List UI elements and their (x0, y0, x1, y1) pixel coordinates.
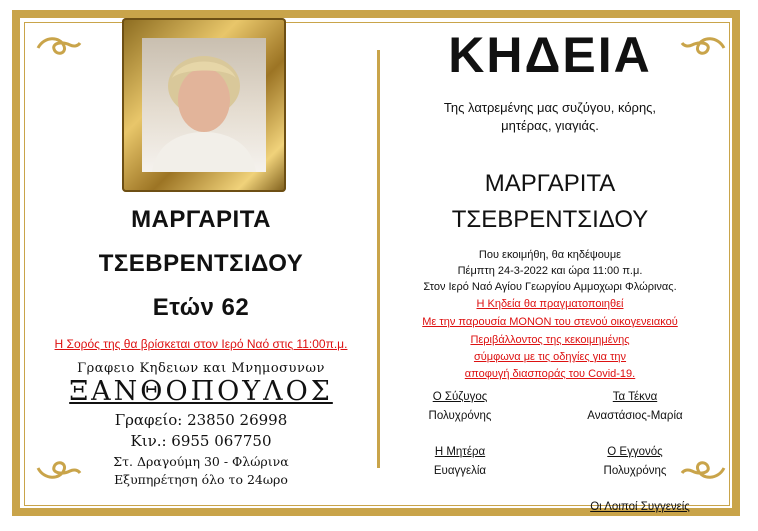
portrait-photo (142, 38, 266, 172)
funeral-date-time: Πέμπτη 24-3-2022 και ώρα 11:00 π.μ. (457, 265, 643, 277)
signature-mother-name: Ευαγγελία (433, 465, 487, 477)
intro-line-2: μητέρας, γιαγιάς. (501, 118, 599, 133)
deceased-last-name-right: ΤΣΕΒΡΕΝΤΣΙΔΟΥ (451, 206, 649, 233)
funeral-line-1: Που εκοιμήθη, θα κηδέψουμε (478, 249, 622, 261)
deceased-first-name: ΜΑΡΓΑΡΙΤΑ (131, 206, 271, 233)
business-title: Γραφειο Κηδειων και Μνημοσυνων (77, 361, 325, 376)
age: Ετών 62 (152, 294, 250, 321)
signature-spouse-title: Ο Σύζυγος (432, 391, 488, 403)
covid-notice-2: Με την παρουσία ΜΟΝΟΝ του στενού οικογενειακού (422, 316, 678, 328)
mobile-phone: Κιν.: 6955 067750 (130, 432, 272, 450)
funeral-location: Στον Ιερό Ναό Αγίου Γεωργίου Αμμοχωρι Φλώρινας. (423, 281, 677, 293)
wake-notice: Η Σορός της θα βρίσκεται στον Ιερό Ναό στις 11:00π.μ. (54, 337, 348, 351)
signature-grandson-title: Ο Εγγονός (607, 446, 663, 458)
announcement-title: ΚΗΔΕΙΑ (448, 27, 652, 83)
portrait-silhouette-icon (142, 38, 266, 172)
signature-spouse-name: Πολυχρόνης (428, 410, 492, 422)
business-name: ΞΑΝΘΟΠΟΥΛΟΣ (69, 376, 333, 407)
covid-notice-3: Περιβάλλοντος της κεκοιμημένης (470, 334, 630, 346)
covid-notice-5: αποφυγή διασποράς του Covid-19. (464, 368, 636, 380)
deceased-last-name: ΤΣΕΒΡΕΝΤΣΙΔΟΥ (98, 250, 304, 277)
service-hours: Εξυπηρέτηση όλο το 24ωρο (114, 472, 288, 487)
signature-children-name: Αναστάσιος-Μαρία (587, 410, 683, 422)
signature-children-title: Τα Τέκνα (612, 391, 658, 403)
office-phone: Γραφείο: 23850 26998 (114, 411, 288, 429)
intro-line-1: Της λατρεμένης μας συζύγου, κόρης, (443, 100, 657, 115)
address: Στ. Δραγούμη 30 - Φλώρινα (113, 454, 289, 469)
covid-notice-4: σύμφωνα με τις οδηγίες για την (473, 351, 627, 363)
signature-other-relatives: Οι Λοιποί Συγγενείς (590, 501, 690, 513)
signature-grandson-name: Πολυχρόνης (603, 465, 667, 477)
deceased-first-name-right: ΜΑΡΓΑΡΙΤΑ (484, 170, 616, 197)
ornament-swirl-icon (34, 34, 82, 58)
covid-notice-1: Η Κηδεία θα πραγματοποιηθεί (476, 298, 624, 310)
portrait-frame (122, 18, 286, 192)
signature-mother-title: Η Μητέρα (434, 446, 486, 458)
